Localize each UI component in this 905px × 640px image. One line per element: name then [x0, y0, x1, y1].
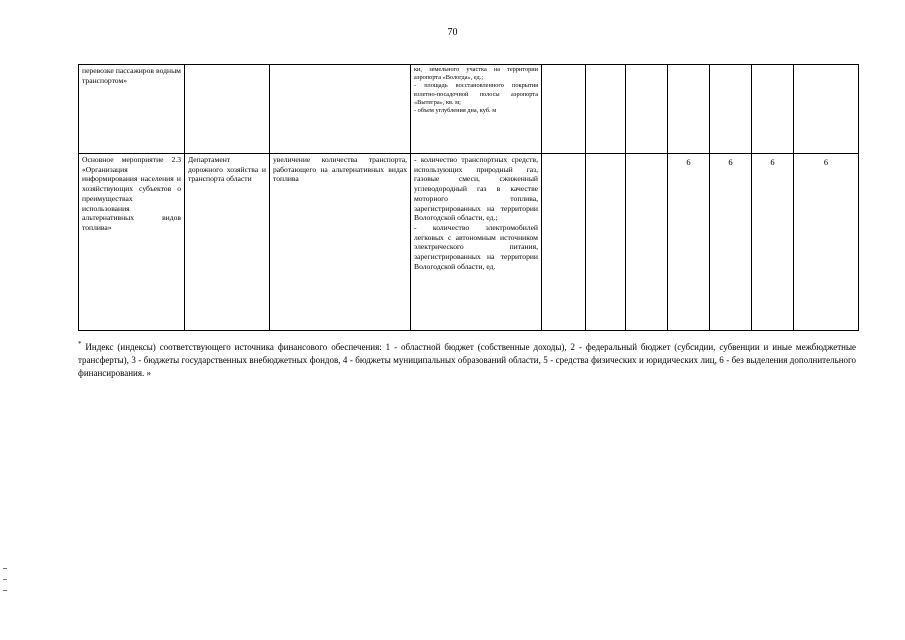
indicator-text: ки, земельного участка на территории аэропорта «Вологда», ед.; - площадь восстановленного покрытия взлетно-посадочной полосы аэропорта «Вытегра», кв. м; - объем углубления дна, куб. м	[414, 66, 538, 114]
margin-mark	[3, 579, 7, 580]
value-cell	[668, 65, 710, 154]
indicator-cell	[411, 65, 542, 154]
indicator-cell	[411, 154, 542, 331]
table-row	[79, 65, 859, 154]
value-cell	[542, 65, 586, 154]
footnote-text: Индекс (индексы) соответствующего источника финансового обеспечения: 1 - областной бюджет (собственные доходы), 2 - федеральный бюджет (субсидии, субвенции и иные межбюджетные трансферты), 3 - бюджеты государственных внебюджетных фондов, 4 - бюджеты муниципальных образований области, 5 - средства физических и юридических лиц, 6 - без выделения дополнительного финансирования. »	[78, 342, 856, 379]
value-cell	[710, 65, 752, 154]
value-cell: 6	[752, 154, 794, 331]
margin-mark	[3, 590, 7, 591]
responsible-cell	[185, 65, 270, 154]
value-cell	[626, 154, 668, 331]
result-cell: увеличение количества транспорта, работающего на альтернативных видах топлива	[270, 154, 411, 331]
value-cell	[586, 154, 626, 331]
value-cell	[542, 154, 586, 331]
footnote	[78, 339, 856, 380]
value-cell: 6	[794, 154, 859, 331]
result-cell	[270, 65, 411, 154]
value-cell: 6	[668, 154, 710, 331]
table-row	[79, 154, 859, 331]
footnote-marker: *	[78, 340, 82, 348]
indicator-text: - количество транспортных средств, использующих природный газ, газовые смеси, сжиженный углеводородный газ в качестве моторного топлива, зарегистрированных на территории Вологодской области, ед.; - количество электромобилей легковых с автономным источником электрического питания, зарегистрированных на территории Вологодской области, ед.	[414, 155, 538, 271]
value-cell	[586, 65, 626, 154]
value-cell	[752, 65, 794, 154]
margin-mark	[3, 568, 7, 569]
page-number: 70	[447, 27, 458, 38]
responsible-cell: Департамент дорожного хозяйства и транспорта области	[185, 154, 270, 331]
measure-name-cell: Основное мероприятие 2.3 «Организация информирования населения и хозяйствующих субъектов о преимуществах использования альтернативных видов топлива»	[79, 154, 185, 331]
value-cell	[794, 65, 859, 154]
program-table	[78, 64, 859, 331]
value-cell: 6	[710, 154, 752, 331]
value-cell	[626, 65, 668, 154]
measure-name-cell: перевозке пассажиров водным транспортом»	[79, 65, 185, 154]
